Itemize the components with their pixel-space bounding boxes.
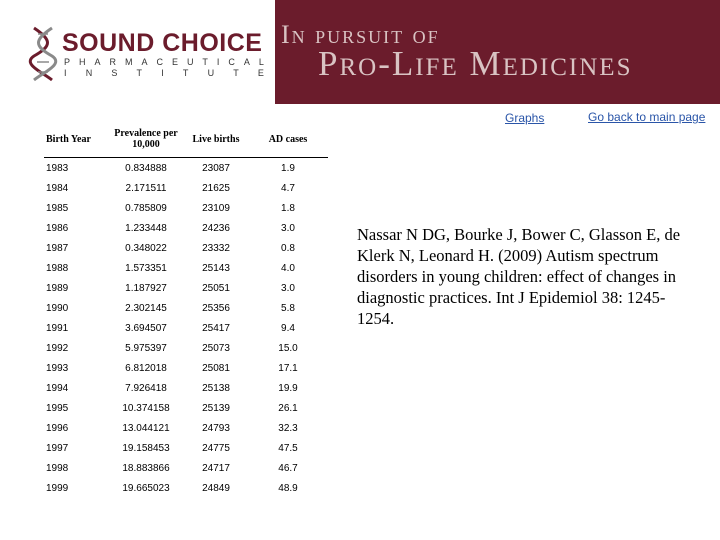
cell-ad-cases: 9.4 (281, 322, 295, 334)
cell-live-births: 25081 (202, 362, 230, 374)
cell-birth-year: 1990 (46, 302, 69, 314)
autism-prevalence-table (44, 121, 328, 498)
cell-ad-cases: 15.0 (278, 342, 298, 354)
brand-letter: A (94, 57, 101, 67)
cell-prevalence: 1.233448 (125, 222, 167, 234)
brand-name: SOUND CHOICE (62, 29, 263, 57)
cell-birth-year: 1991 (46, 322, 69, 334)
cell-ad-cases: 48.9 (278, 482, 298, 494)
cell-ad-cases: 5.8 (281, 302, 295, 314)
cell-prevalence: 1.187927 (125, 282, 167, 294)
cell-ad-cases: 3.0 (281, 222, 295, 234)
cell-birth-year: 1997 (46, 442, 69, 454)
table-row (44, 198, 328, 218)
brand-letter: T (182, 68, 189, 78)
cell-ad-cases: 19.9 (278, 382, 298, 394)
cell-live-births: 25051 (202, 282, 230, 294)
cell-prevalence: 0.348022 (125, 242, 167, 254)
cell-prevalence: 7.926418 (125, 382, 167, 394)
cell-ad-cases: 46.7 (278, 462, 298, 474)
table-header-row (44, 121, 328, 158)
cell-birth-year: 1989 (46, 282, 69, 294)
table-row (44, 438, 328, 458)
cell-prevalence: 19.665023 (122, 482, 170, 494)
brand-letter: U (207, 68, 215, 78)
cell-ad-cases: 4.0 (281, 262, 295, 274)
table-row (44, 298, 328, 318)
table-row (44, 278, 328, 298)
cell-live-births: 25356 (202, 302, 230, 314)
header-prevalence: Prevalence per 10,000 (108, 121, 184, 158)
brand-letter: A (141, 57, 148, 67)
cell-prevalence: 18.883866 (122, 462, 170, 474)
brand-letter: L (258, 57, 264, 67)
cell-live-births: 21625 (202, 182, 230, 194)
table-row (44, 178, 328, 198)
cell-live-births: 24236 (202, 222, 230, 234)
table-row (44, 358, 328, 378)
brand-letter: T (233, 68, 239, 78)
cell-birth-year: 1996 (46, 422, 69, 434)
cell-birth-year: 1984 (46, 182, 69, 194)
brand-letter: I (161, 68, 164, 78)
cell-birth-year: 1985 (46, 202, 69, 214)
table-row (44, 218, 328, 238)
brand-letter: T (136, 68, 143, 78)
cell-live-births: 25073 (202, 342, 230, 354)
tagline-line2: Pro-Life Medicines (318, 44, 633, 83)
cell-live-births: 25417 (202, 322, 230, 334)
brand-letter: U (186, 57, 194, 67)
graphs-link[interactable]: Graphs (505, 111, 545, 125)
citation-text: Nassar N DG, Bourke J, Bower C, Glasson E, de Klerk N, Leonard H. (2009) Autism spectrum disorders in young children: effect of changes in diagnostic practices. Int J Epidemiol 38: 1245-1254. (357, 225, 681, 328)
brand-letter: A (243, 57, 250, 67)
cell-prevalence: 6.812018 (125, 362, 167, 374)
brand-letter: R (109, 57, 116, 67)
table-row (44, 238, 328, 258)
brand-subtitle-line1 (64, 57, 264, 67)
cell-prevalence: 13.044121 (122, 422, 170, 434)
cell-live-births: 24775 (202, 442, 230, 454)
cell-birth-year: 1988 (46, 262, 69, 274)
cell-birth-year: 1986 (46, 222, 69, 234)
cell-prevalence: 10.374158 (122, 402, 170, 414)
brand-letter: S (111, 68, 118, 78)
cell-live-births: 23332 (202, 242, 230, 254)
brand-subtitle-line2 (64, 68, 264, 78)
header-birth-year: Birth Year (44, 121, 108, 158)
cell-ad-cases: 1.8 (281, 202, 295, 214)
cell-live-births: 25143 (202, 262, 230, 274)
brand-letter: M (124, 57, 133, 67)
header-live-births: Live births (184, 121, 248, 158)
cell-live-births: 25139 (202, 402, 230, 414)
brand-letter: H (79, 57, 86, 67)
cell-ad-cases: 47.5 (278, 442, 298, 454)
cell-birth-year: 1994 (46, 382, 69, 394)
brand-letter: P (64, 57, 71, 67)
brand-letter: T (202, 57, 208, 67)
cell-live-births: 24717 (202, 462, 230, 474)
cell-birth-year: 1992 (46, 342, 69, 354)
cell-ad-cases: 4.7 (281, 182, 295, 194)
cell-prevalence: 3.694507 (125, 322, 167, 334)
brand-letter: N (85, 68, 93, 78)
cell-birth-year: 1983 (46, 162, 69, 174)
table-row (44, 418, 328, 438)
cell-birth-year: 1999 (46, 482, 69, 494)
brand-letter: E (171, 57, 178, 67)
cell-ad-cases: 17.1 (278, 362, 298, 374)
cell-birth-year: 1998 (46, 462, 69, 474)
table-body (44, 158, 328, 499)
table-row (44, 378, 328, 398)
cell-ad-cases: 3.0 (281, 282, 295, 294)
cell-prevalence: 2.302145 (125, 302, 167, 314)
cell-prevalence: 2.171511 (125, 182, 167, 194)
cell-birth-year: 1995 (46, 402, 69, 414)
cell-prevalence: 1.573351 (125, 262, 167, 274)
cell-ad-cases: 26.1 (278, 402, 298, 414)
cell-live-births: 24849 (202, 482, 230, 494)
dna-helix-icon (28, 26, 58, 82)
brand-letter: I (216, 57, 220, 67)
table-row (44, 458, 328, 478)
table-row (44, 398, 328, 418)
cell-prevalence: 0.785809 (125, 202, 167, 214)
cell-birth-year: 1987 (46, 242, 69, 254)
cell-birth-year: 1993 (46, 362, 69, 374)
tagline-line1: In pursuit of (281, 20, 440, 49)
cell-prevalence: 0.834888 (125, 162, 167, 174)
back-to-main-link[interactable]: Go back to main page (588, 110, 706, 124)
table-row (44, 318, 328, 338)
cell-ad-cases: 1.9 (281, 162, 295, 174)
brand-letter: C (156, 57, 163, 67)
cell-ad-cases: 32.3 (278, 422, 298, 434)
cell-prevalence: 19.158453 (122, 442, 170, 454)
table-row (44, 258, 328, 278)
table-row (44, 338, 328, 358)
logo (0, 0, 275, 104)
table-row (44, 158, 328, 179)
cell-prevalence: 5.975397 (125, 342, 167, 354)
brand-letter: C (228, 57, 235, 67)
brand-letter: I (64, 68, 67, 78)
cell-live-births: 23087 (202, 162, 230, 174)
header-ad-cases: AD cases (248, 121, 328, 158)
cell-live-births: 25138 (202, 382, 230, 394)
cell-live-births: 23109 (202, 202, 230, 214)
cell-live-births: 24793 (202, 422, 230, 434)
brand-letter: E (257, 68, 264, 78)
table-row (44, 478, 328, 498)
cell-ad-cases: 0.8 (281, 242, 295, 254)
